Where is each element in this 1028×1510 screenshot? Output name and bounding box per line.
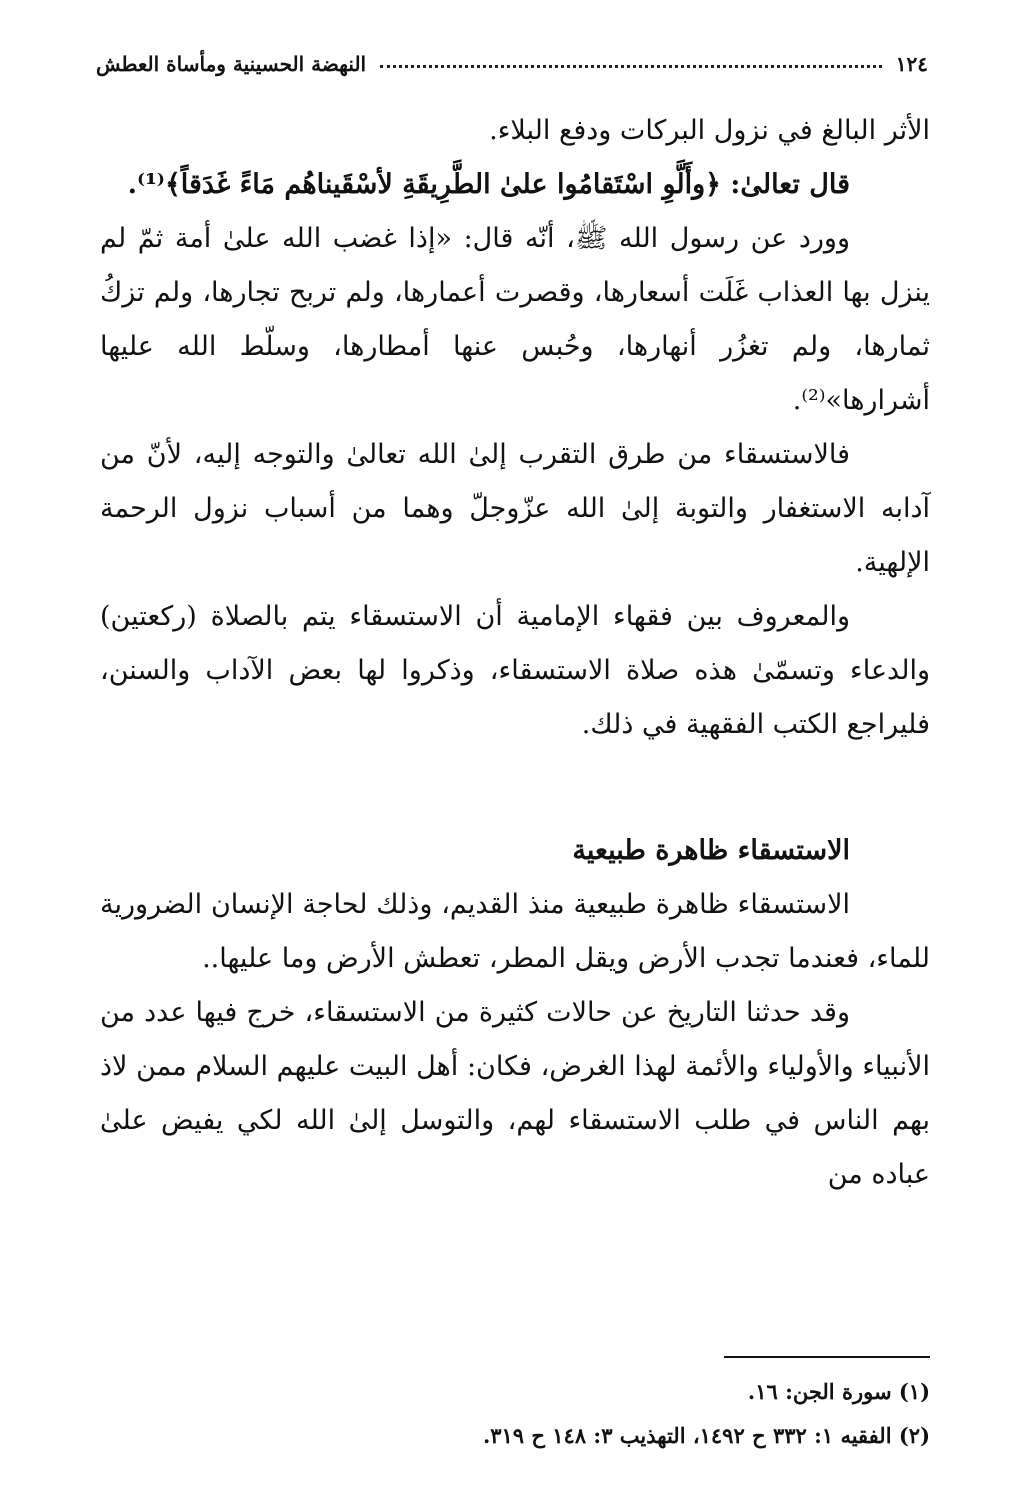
header-dot-leader: [380, 65, 882, 68]
footnotes: [100, 1370, 930, 1458]
section-heading: الاستسقاء ظاهرة طبيعية: [572, 835, 850, 866]
footnote-2: (٢) الفقيه ١: ٣٣٢ ح ١٤٩٢، التهذيب ٣: ١٤٨ ح ٣١٩.: [482, 1423, 930, 1448]
page-header: [96, 44, 928, 84]
page-number: ١٢٤: [895, 52, 928, 76]
paragraph-hadith: وورد عن رسول الله ﷺ، أنّه قال: «إذا غضب الله علىٰ أمة ثمّ لم ينزل بها العذاب غَلَت أسعارها، وقصرت أعمارها، ولم تربح تجارها، ولم تزكُ ثمارها، ولم تغزُر أنهارها، وحُبس عنها أمطارها، وسلّط الله عليها أشرارها»⁽²⁾.: [100, 223, 930, 416]
footnote-1: (١) سورة الجن: ١٦.: [747, 1379, 930, 1404]
main-text: [100, 104, 930, 1202]
paragraph-quran-verse: قال تعالىٰ: ﴿وأَلَّوِ اسْتَقامُوا علىٰ الطَّرِيقَةِ لأسْقَيناهُم مَاءً غَدَقاً﴾⁽¹⁾.: [127, 169, 850, 200]
paragraph-istisqa-prayer: والمعروف بين فقهاء الإمامية أن الاستسقاء يتم بالصلاة (ركعتين) والدعاء وتسمّىٰ هذه صلاة الاستسقاء، وذكروا لها بعض الآداب والسنن، فليراجع الكتب الفقهية في ذلك.: [100, 601, 930, 740]
paragraph-natural-phenomenon: الاستسقاء ظاهرة طبيعية منذ القديم، وذلك لحاجة الإنسان الضرورية للماء، فعندما تجدب الأرض ويقل المطر، تعطش الأرض وما عليها..: [100, 889, 930, 974]
running-title: النهضة الحسينية ومأساة العطش: [96, 52, 367, 76]
paragraph-istisqa-means: فالاستسقاء من طرق التقرب إلىٰ الله تعالىٰ والتوجه إليه، لأنّ من آدابه الاستغفار والتوبة إلىٰ الله عزّوجلّ وهما من أسباب نزول الرحمة الإلهية.: [100, 439, 930, 578]
footnote-divider: [724, 1356, 930, 1358]
paragraph-history: وقد حدثنا التاريخ عن حالات كثيرة من الاستسقاء، خرج فيها عدد من الأنبياء والأولياء والأئمة لهذا الغرض، فكان: أهل البيت عليهم السلام ممن لاذ بهم الناس في طلب الاستسقاء لهم، والتوسل إلىٰ الله لكي يفيض علىٰ عباده من: [100, 997, 930, 1190]
paragraph-continuation: الأثر البالغ في نزول البركات ودفع البلاء.: [489, 115, 930, 146]
